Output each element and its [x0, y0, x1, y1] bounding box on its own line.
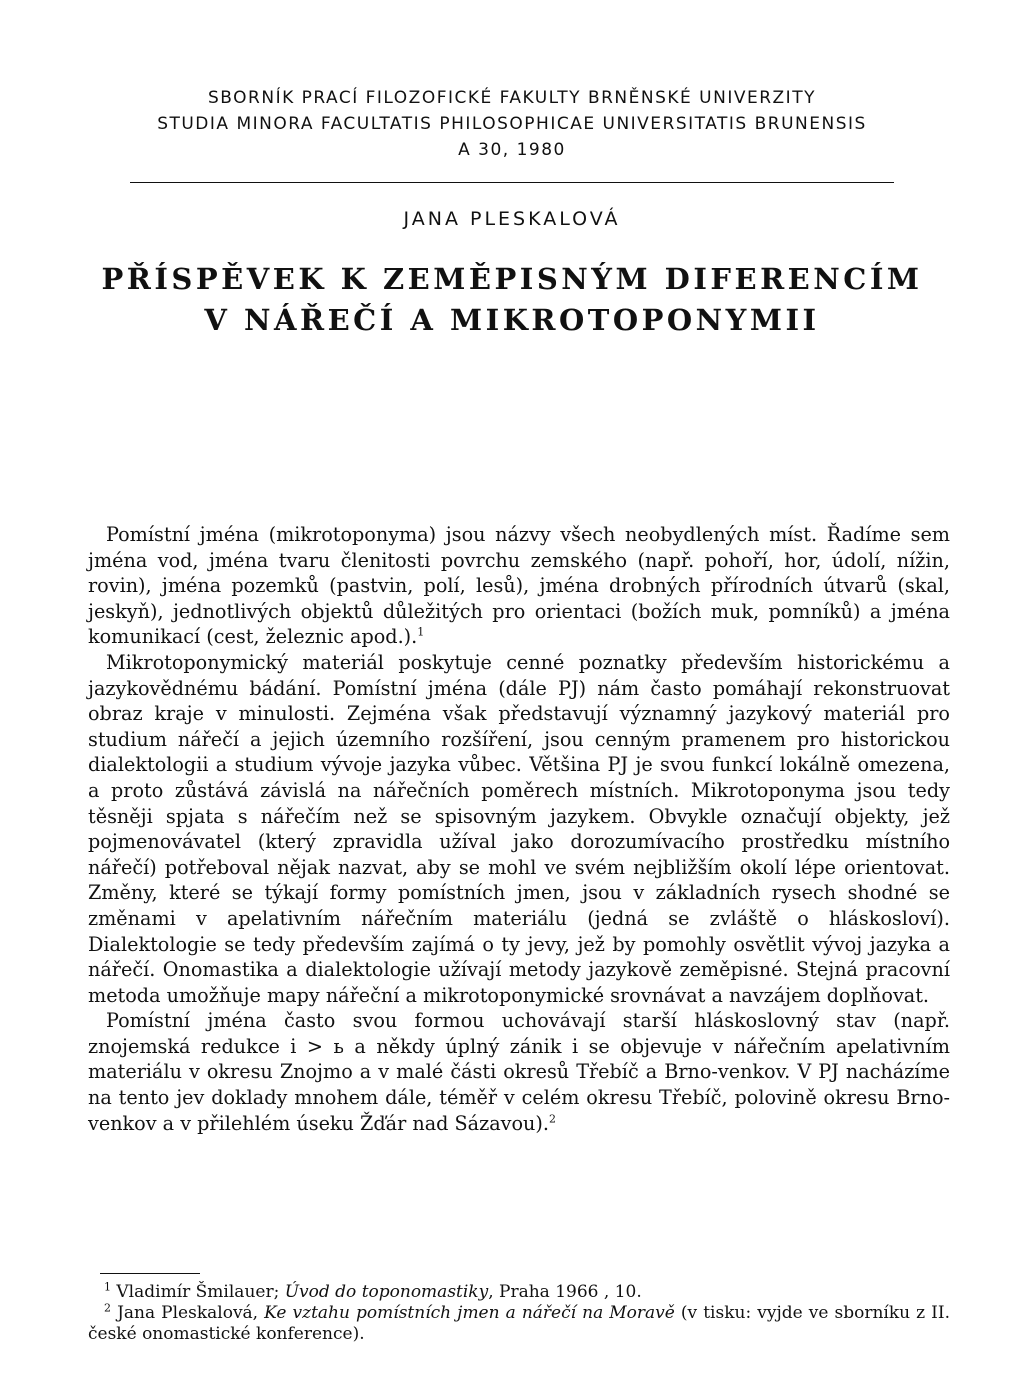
journal-header-line-1: SBORNÍK PRACÍ FILOZOFICKÉ FAKULTY BRNĚNSKÉ UNIVERZITY — [208, 88, 816, 108]
author-name: JANA PLESKALOVÁ — [403, 208, 621, 230]
footnote-ref-2: 2 — [549, 1112, 556, 1126]
journal-header-line-2: STUDIA MINORA FACULTATIS PHILOSOPHICAE UNIVERSITATIS BRUNENSIS — [157, 114, 867, 134]
article-title-line-2: V NÁŘEČÍ A MIKROTOPONYMII — [204, 303, 820, 337]
footnote-ref-1: 1 — [417, 625, 425, 639]
journal-header-volume: A 30, 1980 — [458, 140, 566, 160]
footnote-2 — [88, 1303, 950, 1345]
footnote-2-work: Ke vztahu pomístních jmen a nářečí na Moravě — [264, 1303, 675, 1323]
paragraph-3 — [88, 1008, 950, 1136]
footnote-1-rest: , Praha 1966 , 10. — [488, 1282, 642, 1302]
footnote-2-number: 2 — [104, 1301, 111, 1315]
paragraph-2: Mikrotoponymický materiál poskytuje cenné poznatky především historickému a jazykovědnému bádání. Pomístní jména (dále PJ) nám často pomáhají rekonstruovat obraz kraje v minulosti. Zejména však představují významný jazykový materiál pro studium nářečí a jejich územního rozšíření, jsou cenným pramenem pro historickou dialektologii a studium vývoje jazyka vůbec. Většina PJ je svou funkcí lokálně omezena, a proto zůstává závislá na nářečních poměrech místních. Mikrotoponyma jsou tedy těsněji spjata s nářečím než se spisovným jazykem. Obvykle označují objekty, jež pojmenovávatel (který zpravidla užíval jako dorozumívacího prostředku místního nářečí) potřeboval nějak nazvat, aby se mohl ve svém nejbližším okolí lépe orientovat. Změny, které se týkají formy pomístních jmen, jsou v základních rysech shodné se změnami v apelativním nářečním materiálu (jedná se zvláště o hláskosloví). Dialektologie se tedy především zajímá o ty jevy, jež by pomohly osvětlit vývoj jazyka a nářečí. Onomastika a dialektologie užívají metody jazykově zeměpisné. Stejná pracovní metoda umožňuje mapy nářeční a mikrotoponymické srovnávat a navzájem doplňovat. — [88, 650, 950, 1007]
footnote-1-number: 1 — [104, 1280, 111, 1294]
article-body — [88, 522, 950, 1136]
paragraph-3-text: Pomístní jména často svou formou uchovávají starší hláskoslovný stav (např. znojemská redukce i > ь a někdy úplný zánik i se objevuje v nářečním apelativním materiálu v okresu Znojmo a v malé části okresů Třebíč a Brno-venkov. V PJ nacházíme na tento jev doklady mnohem dále, téměř v celém okresu Třebíč, polovině okresu Brno-venkov a v přilehlém úseku Žďár nad Sázavou). — [88, 1009, 950, 1135]
article-title-line-1: PŘÍSPĚVEK K ZEMĚPISNÝM DIFERENCÍM — [101, 262, 923, 296]
paragraph-1-text: Pomístní jména (mikrotoponyma) jsou názvy všech neobydlených míst. Řadíme sem jména vod, jména tvaru členitosti povrchu zemského (např. pohoří, hor, údolí, nížin, rovin), jména pozemků (pastvin, polí, lesů), jména drobných přírodních útvarů (skal, jeskyň), jednotlivých objektů důležitých pro orientaci (božích muk, pomníků) a jména komunikací (cest, železnic apod.). — [88, 523, 950, 649]
footnotes — [88, 1282, 950, 1345]
footnote-2-rest: (v tisku: vyjde ve sborníku z II. české onomastické konference). — [88, 1303, 951, 1344]
footnote-1-work: Úvod do toponomastiky — [284, 1282, 489, 1302]
footnote-1-author: Vladimír Šmilauer; — [116, 1282, 285, 1302]
header-rule — [130, 182, 894, 183]
footnote-2-author: Jana Pleskalová, — [117, 1303, 265, 1323]
footnote-1 — [88, 1282, 950, 1303]
paragraph-1 — [88, 522, 950, 650]
footnote-rule — [100, 1273, 200, 1274]
